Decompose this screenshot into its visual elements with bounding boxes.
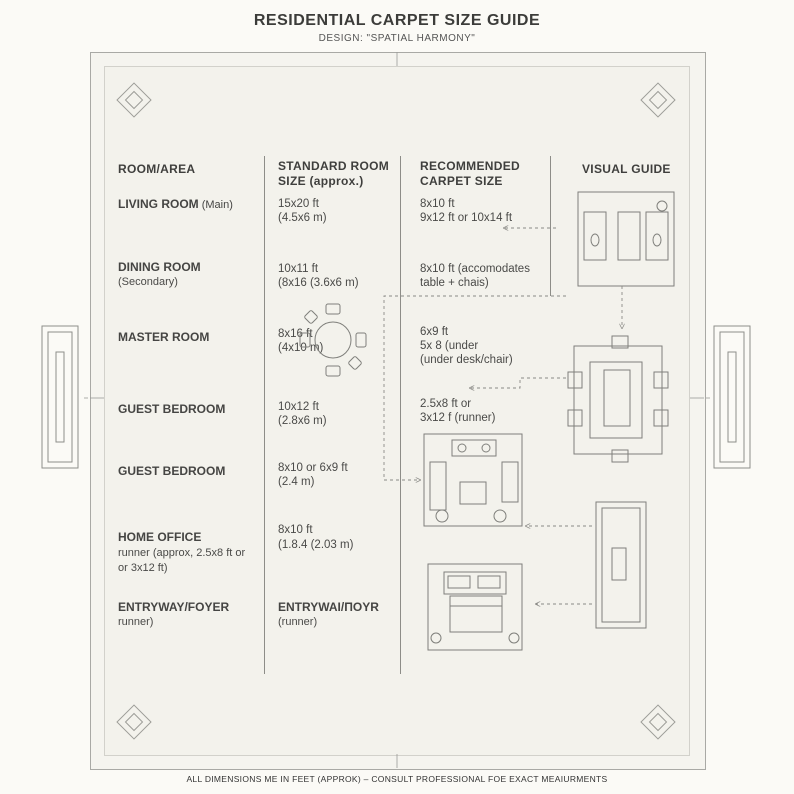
row-master-room-carpet: 6x9 ft xyxy=(420,326,449,338)
header-room-area: ROOM/AREA xyxy=(118,162,196,176)
header-standard-size-line1: STANDARD ROOM xyxy=(278,159,390,173)
page-title: RESIDENTIAL CARPET SIZE GUIDE xyxy=(253,12,541,29)
row-master-room-carpet-note: (under desk/chair) xyxy=(420,354,513,366)
header-visual-guide: VISUAL GUIDE xyxy=(582,162,671,176)
row-master-room-carpet-alt: 5x 8 (under xyxy=(420,340,479,352)
row-living-room-standard: 15x20 ft xyxy=(278,198,319,210)
room-note: (Main) xyxy=(198,199,233,211)
corner-ornament-icon xyxy=(117,83,675,739)
row-master-room-name: MASTER ROOM xyxy=(118,330,210,344)
dining-table-plan-icon xyxy=(568,336,668,462)
row-home-office-standard-metric: (1.8.4 (2.03 m) xyxy=(278,539,354,551)
row-dining-room-standard: 10x11 ft xyxy=(278,263,319,275)
header-recommended-line1: RECOMMENDED xyxy=(420,159,520,173)
row-guest-bedroom-name: GUEST BEDROOM xyxy=(118,402,226,416)
row-guest-bedroom-2-standard: 8x10 or 6x9 ft xyxy=(278,462,348,474)
guide-arrows xyxy=(384,228,622,604)
round-table-plan-icon xyxy=(300,304,366,376)
row-entryway-name: ENTRYWAY/FOYER xyxy=(118,600,230,614)
row-entryway-note: runner) xyxy=(118,616,154,628)
row-home-office-note: runner (approx, 2.5x8 ft or xyxy=(118,547,246,559)
row-dining-room-standard-metric: (8x16 (3.6x6 m) xyxy=(278,277,359,289)
row-guest-bedroom-standard-metric: (2.8x6 m) xyxy=(278,415,327,427)
row-dining-room-name: DINING ROOM xyxy=(118,260,201,274)
sectional-sofa-plan-icon xyxy=(424,434,522,526)
row-master-room-standard-metric: (4x10 m) xyxy=(278,342,324,354)
header-standard-size-line2: SIZE (approx.) xyxy=(278,174,364,188)
row-entryway-standard: ENTRYWAI/ΠOYR xyxy=(278,600,379,614)
row-guest-bedroom-2-standard-metric: (2.4 m) xyxy=(278,476,315,488)
row-guest-bedroom-standard: 10x12 ft xyxy=(278,401,319,413)
row-guest-bedroom-2-name: GUEST BEDROOM xyxy=(118,464,226,478)
row-dining-room-carpet: 8x10 ft (accomodates xyxy=(420,263,530,275)
living-room-sofa-plan-icon xyxy=(578,192,674,286)
row-guest-bedroom-carpet-runner: 3x12 f (runner) xyxy=(420,412,496,424)
row-entryway-standard-note: (runner) xyxy=(278,616,318,628)
row-living-room-carpet-alt: 9x12 ft or 10x14 ft xyxy=(420,212,513,224)
row-home-office-note-2: or 3x12 ft) xyxy=(118,562,168,574)
row-living-room-carpet: 8x10 ft xyxy=(420,198,455,210)
room-name: LIVING ROOM xyxy=(118,197,199,211)
page-subtitle: DESIGN: "SPATIAL HARMONY" xyxy=(318,33,476,44)
row-home-office-name: HOME OFFICE xyxy=(118,530,202,544)
row-dining-room-note: (Secondary) xyxy=(118,276,178,288)
row-master-room-standard: 8x16 ft xyxy=(278,328,313,340)
frame-tick-marks xyxy=(84,52,710,768)
left-side-runner-icon xyxy=(42,326,78,468)
bed-plan-icon xyxy=(428,564,522,650)
right-side-runner-icon xyxy=(714,326,750,468)
row-home-office-standard: 8x10 ft xyxy=(278,524,313,536)
row-dining-room-carpet-note: table + chais) xyxy=(420,277,489,289)
header-recommended-line2: CARPET SIZE xyxy=(420,174,503,188)
runner-rug-plan-icon xyxy=(596,502,646,628)
row-living-room-standard-metric: (4.5x6 m) xyxy=(278,212,327,224)
row-guest-bedroom-carpet: 2.5x8 ft or xyxy=(420,398,472,410)
footer-note: ALL DIMENSIONS ME IN FEET (APPROK) – CONSULT PROFESSIONAL FOE EXACT MEAIURMENTS xyxy=(186,774,608,784)
